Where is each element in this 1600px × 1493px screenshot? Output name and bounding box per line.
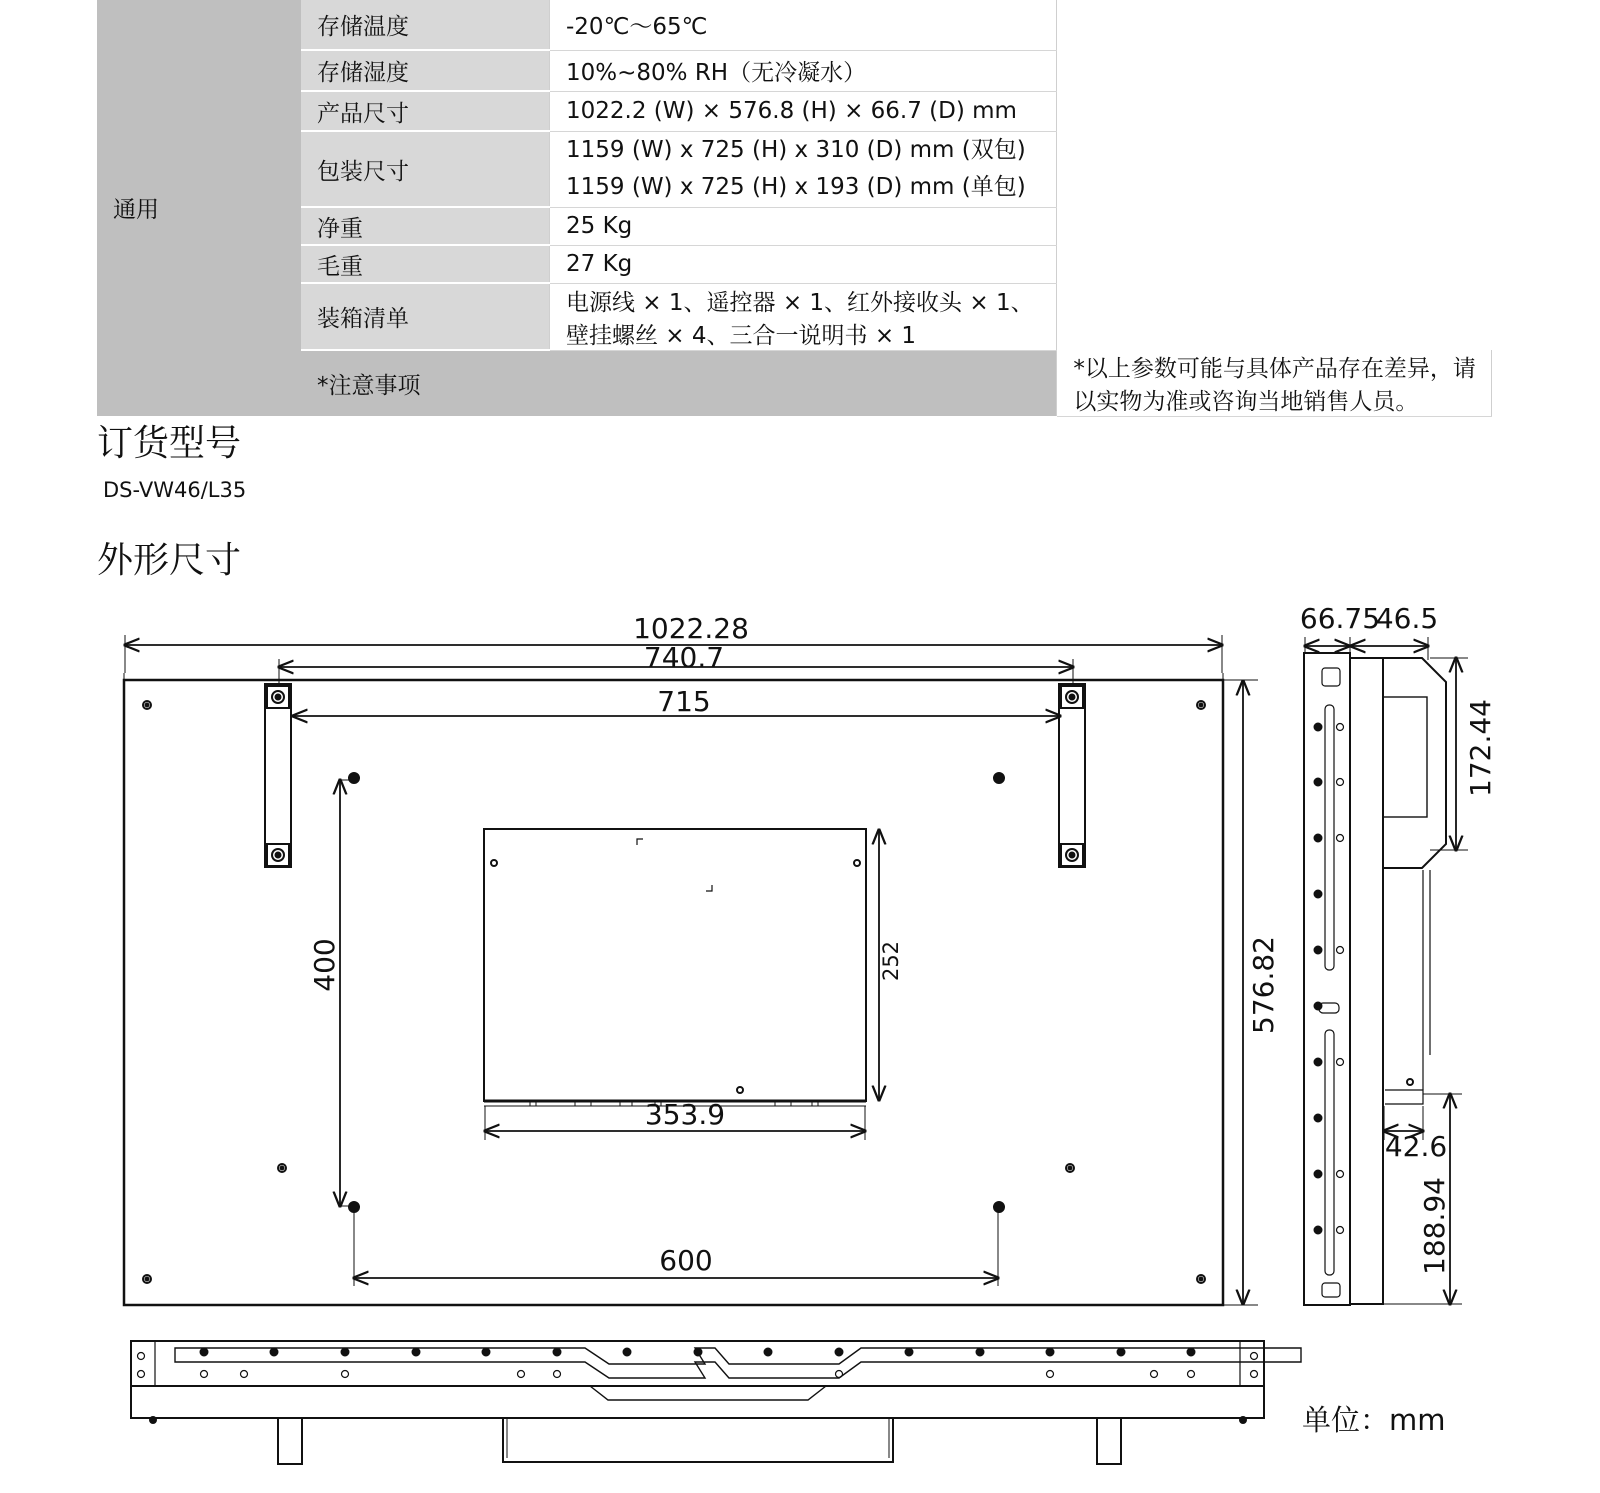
dimensions-heading: 外形尺寸 [97,540,242,581]
dim-side-top-height: 172.44 [1464,699,1497,797]
ordering-heading: 订货型号 [97,423,242,464]
row-key: 装箱清单 [301,283,550,350]
row-key: 净重 [301,207,550,245]
dim-vesa-height: 400 [308,938,341,992]
dim-vesa-width: 600 [659,1244,713,1277]
row-key: 毛重 [301,245,550,283]
side-view-open-holes [1337,724,1344,1234]
row-key: 存储温度 [301,0,550,50]
model-number: DS-VW46/L35 [103,478,247,502]
screw-holes [143,701,1205,1283]
row-value: 25 Kg [550,207,1057,245]
bottom-view [131,1341,1301,1464]
unit-label: 单位：mm [1302,1403,1446,1437]
row-key: 产品尺寸 [301,91,550,131]
note-label: *注意事项 [301,350,1057,417]
row-value: 电源线 × 1、遥控器 × 1、红外接收头 × 1、壁挂螺丝 × 4、三合一说明书 × 1 [550,283,1057,350]
bottom-view-open-holes [201,1371,1195,1378]
package-size-single: 1159 (W) x 725 (H) x 193 (D) mm (单包) [566,174,1026,200]
vesa-holes [349,773,1004,1212]
dim-side-depth-2: 46.5 [1375,602,1439,635]
dim-side-depth-1: 66.75 [1299,602,1381,635]
dim-inner-width: 715 [657,685,711,718]
dim-side-bottom-depth: 42.6 [1384,1130,1448,1163]
row-value: 1022.2 (W) × 576.8 (H) × 66.7 (D) mm [550,91,1057,131]
category-cell: 通用 [97,0,301,417]
side-view-holes [1315,724,1322,1234]
row-value: 27 Kg [550,245,1057,283]
row-key: 存储湿度 [301,50,550,91]
row-key: 包装尺寸 [301,131,550,207]
dim-overall-width: 1022.28 [633,612,749,645]
row-value: -20℃～65℃ [550,0,1057,50]
row-value: 10%~80% RH（无冷凝水） [550,50,1057,91]
dim-box-height: 252 [879,940,903,982]
dim-overall-height: 576.82 [1247,936,1280,1034]
package-size-double: 1159 (W) x 725 (H) x 310 (D) mm (双包) [566,137,1026,163]
dim-mount-width: 740.7 [643,641,725,674]
note-text: *以上参数可能与具体产品存在差异，请以实物为准或咨询当地销售人员。 [1057,350,1492,417]
electronics-box [484,829,866,1106]
mount-bracket-right [1059,684,1085,867]
dim-box-width: 353.9 [644,1098,726,1131]
dim-side-bottom-height: 188.94 [1418,1177,1451,1275]
mount-bracket-left [265,684,291,867]
